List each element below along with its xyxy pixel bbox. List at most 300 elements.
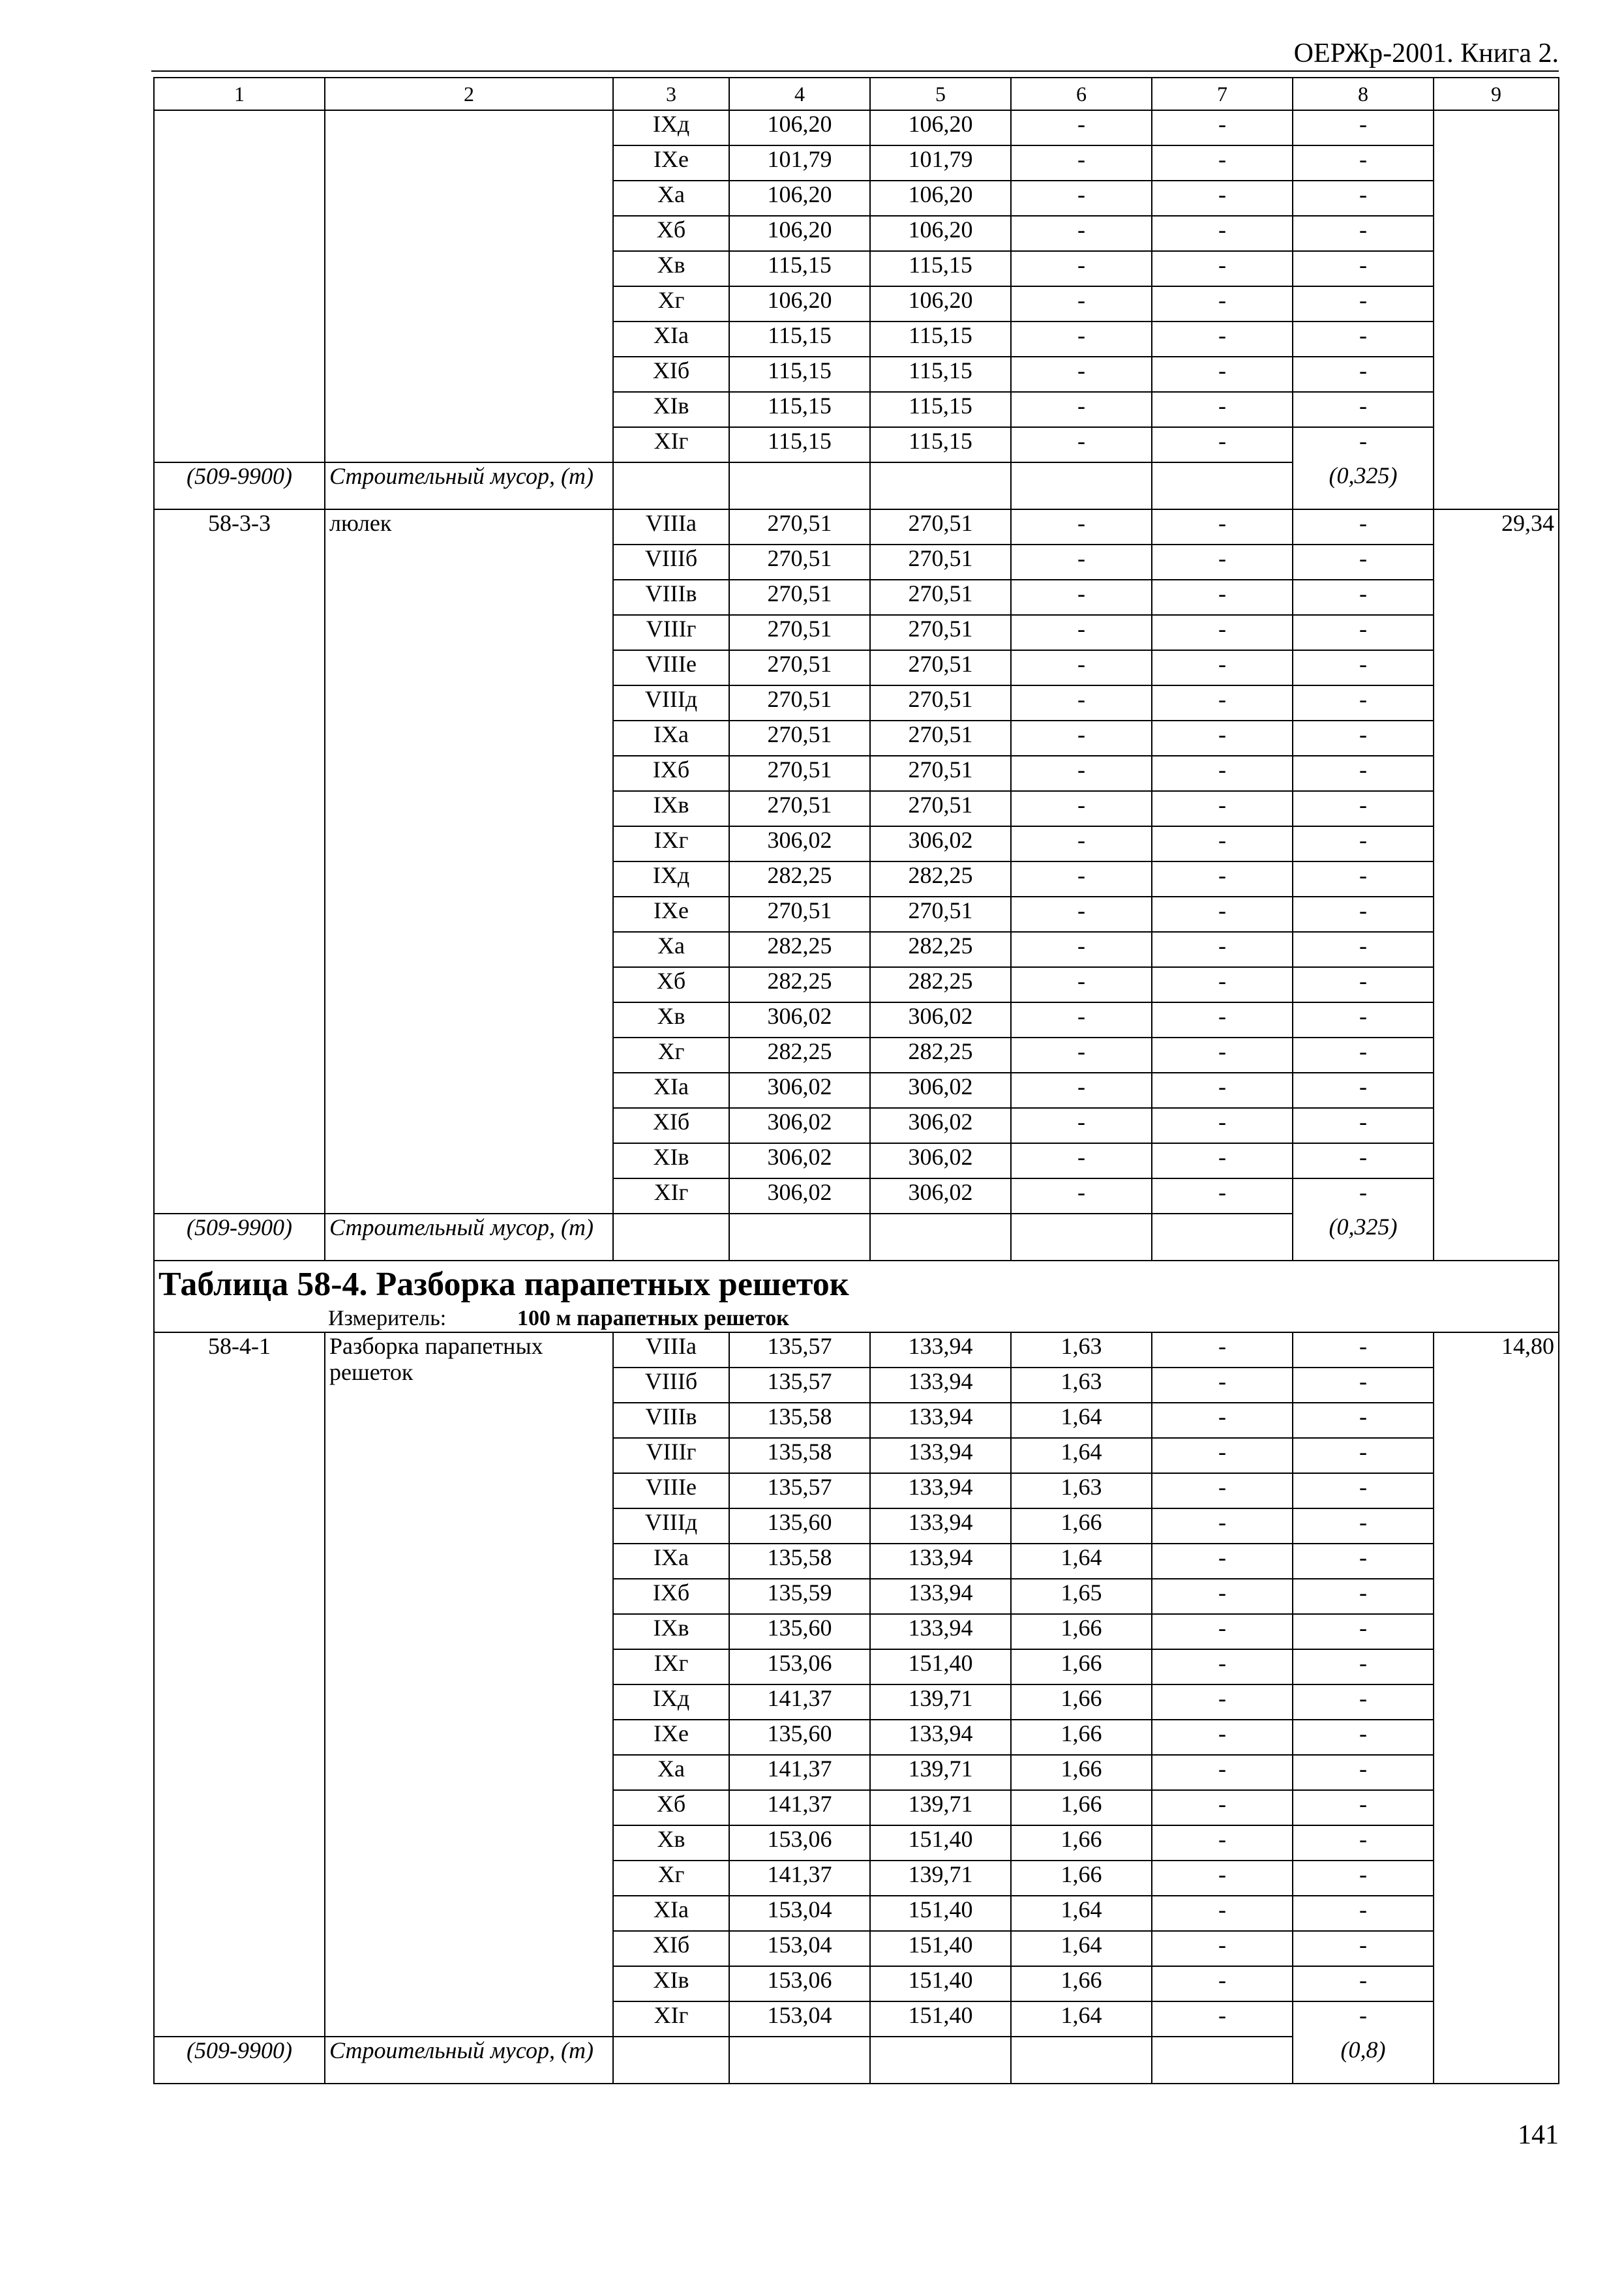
- column-number-cell: 7: [1152, 78, 1293, 110]
- value-cell: -: [1152, 2001, 1293, 2037]
- table-row: [154, 1332, 1559, 1368]
- value-cell: 151,40: [870, 1931, 1011, 1966]
- value-cell: -: [1152, 1108, 1293, 1143]
- value-cell: VIIIд: [613, 685, 729, 721]
- value-cell: -: [1293, 1966, 1434, 2001]
- name-cell: [325, 110, 613, 462]
- value-cell: 270,51: [870, 615, 1011, 650]
- value-cell: -: [1152, 216, 1293, 251]
- column-number-cell: 2: [325, 78, 613, 110]
- value-cell: 270,51: [729, 756, 870, 791]
- value-cell: IXд: [613, 861, 729, 897]
- value-cell: -: [1011, 967, 1152, 1002]
- value-cell: -: [1152, 721, 1293, 756]
- value-cell: 1,65: [1011, 1579, 1152, 1614]
- value-cell: XIв: [613, 392, 729, 427]
- value-cell: XIг: [613, 2001, 729, 2037]
- value-cell: 1,66: [1011, 1825, 1152, 1861]
- value-cell: VIIIа: [613, 1332, 729, 1368]
- value-cell: -: [1152, 791, 1293, 826]
- value-cell: Xв: [613, 1825, 729, 1861]
- value-cell: Xб: [613, 216, 729, 251]
- value-cell: 106,20: [870, 110, 1011, 145]
- value-cell: 270,51: [729, 509, 870, 545]
- value-cell: 1,64: [1011, 2001, 1152, 2037]
- value-cell: 153,04: [729, 1931, 870, 1966]
- value-cell: 133,94: [870, 1508, 1011, 1544]
- value-cell: -: [1293, 1178, 1434, 1214]
- value-cell: -: [1293, 427, 1434, 462]
- column-number-cell: 8: [1293, 78, 1434, 110]
- value-cell: 133,94: [870, 1614, 1011, 1649]
- value-cell: -: [1011, 1178, 1152, 1214]
- value-cell: 153,04: [729, 1896, 870, 1931]
- estimate-table: [153, 77, 1559, 2084]
- debris-code-cell: (509-9900): [154, 462, 325, 509]
- value-cell: 151,40: [870, 1966, 1011, 2001]
- col9-cell: 14,80: [1434, 1332, 1559, 2084]
- value-cell: -: [1293, 967, 1434, 1002]
- value-cell: -: [1293, 932, 1434, 967]
- value-cell: IXд: [613, 1684, 729, 1720]
- value-cell: VIIIд: [613, 1508, 729, 1544]
- value-cell: 306,02: [870, 1178, 1011, 1214]
- value-cell: -: [1293, 251, 1434, 286]
- value-cell: -: [1152, 110, 1293, 145]
- value-cell: -: [1293, 181, 1434, 216]
- value-cell: 101,79: [729, 145, 870, 181]
- value-cell: -: [1152, 1755, 1293, 1790]
- value-cell: -: [1293, 2001, 1434, 2037]
- value-cell: 1,66: [1011, 1614, 1152, 1649]
- value-cell: 306,02: [729, 1178, 870, 1214]
- empty-cell: [1152, 1214, 1293, 1261]
- value-cell: 1,64: [1011, 1931, 1152, 1966]
- value-cell: -: [1152, 1368, 1293, 1403]
- value-cell: IXд: [613, 110, 729, 145]
- value-cell: Xг: [613, 286, 729, 322]
- empty-cell: [870, 462, 1011, 509]
- table-row: [154, 110, 1559, 145]
- value-cell: 306,02: [870, 826, 1011, 861]
- value-cell: -: [1293, 1143, 1434, 1178]
- value-cell: 133,94: [870, 1438, 1011, 1473]
- value-cell: -: [1152, 861, 1293, 897]
- value-cell: -: [1152, 1579, 1293, 1614]
- value-cell: 1,64: [1011, 1438, 1152, 1473]
- value-cell: 139,71: [870, 1755, 1011, 1790]
- value-cell: IXе: [613, 1720, 729, 1755]
- value-cell: -: [1011, 721, 1152, 756]
- value-cell: VIIIа: [613, 509, 729, 545]
- empty-cell: [1152, 462, 1293, 509]
- value-cell: Xг: [613, 1038, 729, 1073]
- value-cell: 115,15: [870, 392, 1011, 427]
- value-cell: 270,51: [870, 791, 1011, 826]
- page-number: 141: [1518, 2120, 1559, 2150]
- value-cell: -: [1293, 1861, 1434, 1896]
- value-cell: 1,66: [1011, 1649, 1152, 1684]
- value-cell: -: [1293, 392, 1434, 427]
- value-cell: 135,57: [729, 1368, 870, 1403]
- column-number-cell: 9: [1434, 78, 1559, 110]
- value-cell: -: [1293, 216, 1434, 251]
- value-cell: -: [1152, 1614, 1293, 1649]
- value-cell: -: [1011, 216, 1152, 251]
- value-cell: IXв: [613, 1614, 729, 1649]
- value-cell: 115,15: [729, 251, 870, 286]
- value-cell: -: [1293, 615, 1434, 650]
- value-cell: -: [1011, 110, 1152, 145]
- value-cell: -: [1293, 1438, 1434, 1473]
- value-cell: -: [1152, 427, 1293, 462]
- debris-row: [154, 1214, 1559, 1261]
- value-cell: 282,25: [870, 1038, 1011, 1073]
- value-cell: -: [1011, 322, 1152, 357]
- value-cell: 282,25: [729, 967, 870, 1002]
- debris-value-cell: (0,325): [1293, 1214, 1434, 1261]
- value-cell: -: [1152, 932, 1293, 967]
- value-cell: -: [1152, 1825, 1293, 1861]
- value-cell: 270,51: [870, 897, 1011, 932]
- value-cell: -: [1011, 861, 1152, 897]
- value-cell: 1,66: [1011, 1790, 1152, 1825]
- value-cell: Xв: [613, 1002, 729, 1038]
- value-cell: 115,15: [870, 427, 1011, 462]
- value-cell: 282,25: [729, 932, 870, 967]
- value-cell: 1,64: [1011, 1544, 1152, 1579]
- value-cell: 141,37: [729, 1861, 870, 1896]
- value-cell: -: [1293, 1403, 1434, 1438]
- value-cell: -: [1152, 615, 1293, 650]
- value-cell: 270,51: [729, 580, 870, 615]
- value-cell: -: [1293, 1073, 1434, 1108]
- measure-line: [158, 1306, 1554, 1332]
- value-cell: 1,63: [1011, 1368, 1152, 1403]
- value-cell: 270,51: [729, 721, 870, 756]
- value-cell: 270,51: [870, 545, 1011, 580]
- value-cell: 133,94: [870, 1368, 1011, 1403]
- value-cell: -: [1152, 756, 1293, 791]
- value-cell: VIIIв: [613, 580, 729, 615]
- value-cell: -: [1293, 1720, 1434, 1755]
- value-cell: -: [1152, 1002, 1293, 1038]
- value-cell: -: [1152, 1861, 1293, 1896]
- value-cell: -: [1293, 1825, 1434, 1861]
- value-cell: -: [1293, 897, 1434, 932]
- value-cell: 306,02: [729, 1073, 870, 1108]
- value-cell: 306,02: [870, 1073, 1011, 1108]
- value-cell: IXе: [613, 145, 729, 181]
- value-cell: -: [1152, 1896, 1293, 1931]
- value-cell: 153,06: [729, 1649, 870, 1684]
- value-cell: -: [1152, 685, 1293, 721]
- value-cell: -: [1293, 1002, 1434, 1038]
- value-cell: -: [1152, 967, 1293, 1002]
- value-cell: -: [1293, 756, 1434, 791]
- value-cell: -: [1011, 756, 1152, 791]
- value-cell: 106,20: [729, 181, 870, 216]
- value-cell: -: [1011, 181, 1152, 216]
- value-cell: 153,06: [729, 1966, 870, 2001]
- value-cell: -: [1152, 509, 1293, 545]
- value-cell: 270,51: [870, 721, 1011, 756]
- value-cell: 135,60: [729, 1614, 870, 1649]
- value-cell: XIб: [613, 1108, 729, 1143]
- value-cell: -: [1293, 1368, 1434, 1403]
- column-number-cell: 5: [870, 78, 1011, 110]
- value-cell: 133,94: [870, 1579, 1011, 1614]
- empty-cell: [729, 462, 870, 509]
- value-cell: Xв: [613, 251, 729, 286]
- value-cell: -: [1152, 1684, 1293, 1720]
- value-cell: -: [1152, 322, 1293, 357]
- value-cell: -: [1011, 615, 1152, 650]
- value-cell: -: [1011, 932, 1152, 967]
- value-cell: 133,94: [870, 1544, 1011, 1579]
- value-cell: 270,51: [870, 650, 1011, 685]
- value-cell: 1,64: [1011, 1403, 1152, 1438]
- value-cell: 135,57: [729, 1473, 870, 1508]
- value-cell: -: [1152, 1508, 1293, 1544]
- debris-value-cell: (0,325): [1293, 462, 1434, 509]
- value-cell: 153,06: [729, 1825, 870, 1861]
- header-rule: [151, 70, 1559, 72]
- value-cell: -: [1011, 791, 1152, 826]
- value-cell: -: [1293, 1579, 1434, 1614]
- value-cell: -: [1011, 650, 1152, 685]
- value-cell: -: [1293, 1508, 1434, 1544]
- value-cell: 133,94: [870, 1473, 1011, 1508]
- value-cell: -: [1011, 545, 1152, 580]
- estimate-table-body: [154, 78, 1559, 2084]
- value-cell: Xг: [613, 1861, 729, 1896]
- value-cell: -: [1011, 145, 1152, 181]
- debris-value-cell: (0,8): [1293, 2037, 1434, 2084]
- column-number-row: [154, 78, 1559, 110]
- value-cell: 141,37: [729, 1684, 870, 1720]
- value-cell: 282,25: [870, 861, 1011, 897]
- empty-cell: [1011, 2037, 1152, 2084]
- value-cell: VIIIб: [613, 545, 729, 580]
- value-cell: 1,63: [1011, 1473, 1152, 1508]
- value-cell: -: [1152, 357, 1293, 392]
- code-cell: 58-4-1: [154, 1332, 325, 2037]
- value-cell: -: [1011, 826, 1152, 861]
- value-cell: 115,15: [870, 251, 1011, 286]
- value-cell: -: [1293, 826, 1434, 861]
- value-cell: 115,15: [870, 322, 1011, 357]
- value-cell: 133,94: [870, 1720, 1011, 1755]
- measure-label: Измеритель:: [328, 1306, 447, 1330]
- empty-cell: [870, 1214, 1011, 1261]
- value-cell: Xб: [613, 967, 729, 1002]
- table-row: [154, 509, 1559, 545]
- value-cell: Xа: [613, 1755, 729, 1790]
- debris-code-cell: (509-9900): [154, 2037, 325, 2084]
- value-cell: 282,25: [870, 967, 1011, 1002]
- value-cell: 306,02: [729, 826, 870, 861]
- value-cell: VIIIг: [613, 1438, 729, 1473]
- value-cell: -: [1152, 1966, 1293, 2001]
- value-cell: 1,63: [1011, 1332, 1152, 1368]
- value-cell: -: [1293, 357, 1434, 392]
- value-cell: XIб: [613, 357, 729, 392]
- empty-cell: [870, 2037, 1011, 2084]
- empty-cell: [1011, 462, 1152, 509]
- value-cell: -: [1152, 1931, 1293, 1966]
- value-cell: Xа: [613, 181, 729, 216]
- value-cell: IXв: [613, 791, 729, 826]
- value-cell: 270,51: [729, 650, 870, 685]
- value-cell: 1,66: [1011, 1508, 1152, 1544]
- empty-cell: [1152, 2037, 1293, 2084]
- value-cell: -: [1152, 1544, 1293, 1579]
- value-cell: 106,20: [729, 286, 870, 322]
- empty-cell: [613, 1214, 729, 1261]
- value-cell: 270,51: [729, 615, 870, 650]
- value-cell: 135,58: [729, 1544, 870, 1579]
- value-cell: 270,51: [729, 545, 870, 580]
- empty-cell: [613, 2037, 729, 2084]
- value-cell: 306,02: [729, 1143, 870, 1178]
- value-cell: -: [1293, 286, 1434, 322]
- value-cell: 270,51: [870, 756, 1011, 791]
- value-cell: XIа: [613, 1073, 729, 1108]
- col9-cell: [1434, 110, 1559, 509]
- value-cell: VIIIб: [613, 1368, 729, 1403]
- value-cell: Xб: [613, 1790, 729, 1825]
- value-cell: 1,66: [1011, 1861, 1152, 1896]
- value-cell: 151,40: [870, 1896, 1011, 1931]
- value-cell: -: [1152, 897, 1293, 932]
- value-cell: -: [1293, 322, 1434, 357]
- value-cell: 135,60: [729, 1720, 870, 1755]
- value-cell: -: [1293, 791, 1434, 826]
- value-cell: -: [1152, 1649, 1293, 1684]
- value-cell: 135,60: [729, 1508, 870, 1544]
- value-cell: XIб: [613, 1931, 729, 1966]
- debris-name-cell: Строительный мусор, (т): [325, 462, 613, 509]
- value-cell: 1,66: [1011, 1755, 1152, 1790]
- value-cell: 101,79: [870, 145, 1011, 181]
- value-cell: -: [1011, 427, 1152, 462]
- column-number-cell: 1: [154, 78, 325, 110]
- debris-row: [154, 2037, 1559, 2084]
- value-cell: XIг: [613, 1178, 729, 1214]
- value-cell: 270,51: [729, 897, 870, 932]
- value-cell: 151,40: [870, 1825, 1011, 1861]
- value-cell: -: [1011, 1143, 1152, 1178]
- value-cell: XIа: [613, 1896, 729, 1931]
- value-cell: -: [1293, 861, 1434, 897]
- value-cell: VIIIг: [613, 615, 729, 650]
- value-cell: -: [1293, 509, 1434, 545]
- value-cell: 135,57: [729, 1332, 870, 1368]
- value-cell: -: [1152, 1143, 1293, 1178]
- value-cell: -: [1293, 110, 1434, 145]
- value-cell: -: [1011, 286, 1152, 322]
- value-cell: -: [1011, 1002, 1152, 1038]
- value-cell: 115,15: [729, 427, 870, 462]
- table-title-row: [154, 1261, 1559, 1332]
- value-cell: 1,66: [1011, 1720, 1152, 1755]
- value-cell: 1,66: [1011, 1684, 1152, 1720]
- value-cell: 139,71: [870, 1861, 1011, 1896]
- measure-value: 100 м парапетных решеток: [517, 1306, 789, 1330]
- column-number-cell: 4: [729, 78, 870, 110]
- value-cell: 151,40: [870, 1649, 1011, 1684]
- value-cell: Xа: [613, 932, 729, 967]
- column-number-cell: 3: [613, 78, 729, 110]
- value-cell: 141,37: [729, 1755, 870, 1790]
- value-cell: -: [1152, 1073, 1293, 1108]
- value-cell: 115,15: [870, 357, 1011, 392]
- value-cell: VIIIв: [613, 1403, 729, 1438]
- value-cell: 106,20: [870, 216, 1011, 251]
- value-cell: 115,15: [729, 357, 870, 392]
- value-cell: -: [1152, 826, 1293, 861]
- value-cell: 306,02: [870, 1108, 1011, 1143]
- value-cell: 270,51: [870, 685, 1011, 721]
- value-cell: -: [1293, 685, 1434, 721]
- value-cell: -: [1293, 1755, 1434, 1790]
- value-cell: 270,51: [729, 685, 870, 721]
- value-cell: -: [1152, 1038, 1293, 1073]
- value-cell: -: [1293, 545, 1434, 580]
- value-cell: XIа: [613, 322, 729, 357]
- value-cell: -: [1293, 650, 1434, 685]
- value-cell: 106,20: [870, 286, 1011, 322]
- value-cell: -: [1011, 251, 1152, 286]
- code-cell: 58-3-3: [154, 509, 325, 1214]
- value-cell: -: [1011, 392, 1152, 427]
- value-cell: 306,02: [729, 1108, 870, 1143]
- value-cell: 282,25: [870, 932, 1011, 967]
- value-cell: -: [1152, 286, 1293, 322]
- value-cell: -: [1293, 1896, 1434, 1931]
- name-cell: Разборка парапетных решеток: [325, 1332, 613, 2037]
- value-cell: 153,04: [729, 2001, 870, 2037]
- value-cell: -: [1293, 1684, 1434, 1720]
- column-number-cell: 6: [1011, 78, 1152, 110]
- empty-cell: [613, 462, 729, 509]
- value-cell: 1,64: [1011, 1896, 1152, 1931]
- value-cell: 106,20: [729, 110, 870, 145]
- table-title-cell: [154, 1261, 1559, 1332]
- debris-row: [154, 462, 1559, 509]
- value-cell: IXа: [613, 721, 729, 756]
- value-cell: 115,15: [729, 392, 870, 427]
- value-cell: 141,37: [729, 1790, 870, 1825]
- value-cell: VIIIе: [613, 1473, 729, 1508]
- value-cell: -: [1293, 1931, 1434, 1966]
- value-cell: -: [1152, 1720, 1293, 1755]
- debris-name-cell: Строительный мусор, (т): [325, 1214, 613, 1261]
- value-cell: 139,71: [870, 1790, 1011, 1825]
- value-cell: -: [1152, 181, 1293, 216]
- value-cell: 306,02: [870, 1002, 1011, 1038]
- value-cell: -: [1152, 145, 1293, 181]
- value-cell: -: [1011, 509, 1152, 545]
- value-cell: -: [1152, 1403, 1293, 1438]
- value-cell: -: [1293, 721, 1434, 756]
- value-cell: 306,02: [870, 1143, 1011, 1178]
- value-cell: 135,58: [729, 1403, 870, 1438]
- value-cell: -: [1152, 1332, 1293, 1368]
- value-cell: -: [1011, 1073, 1152, 1108]
- code-cell: [154, 110, 325, 462]
